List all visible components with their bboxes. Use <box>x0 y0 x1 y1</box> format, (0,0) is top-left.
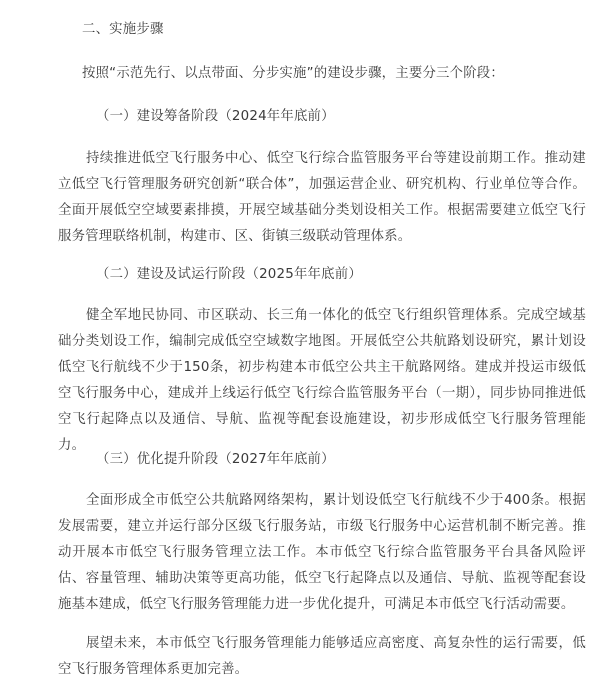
phase-3-text: 全面形成全市低空公共航路网络架构，累计划设低空飞行航线不少于400条。根据发展需要，建立并运行部分区级飞行服务站，市级飞行服务中心运营机制不断完善。推动开展本市低空飞行服务管理立法工作。本市低空飞行综合监管服务平台具备风险评估、容量管理、辅助决策等更高功能，低空飞行起降点以及通信、导航、监视等配套设施基本建成，低空飞行服务管理能力进一步优化提升，可满足本市低空飞行活动需要。 <box>58 493 586 612</box>
phase-1-text: 持续推进低空飞行服务中心、低空飞行综合监管服务平台等建设前期工作。推动建立低空飞行管理服务研究创新“联合体”，加强运营企业、研究机构、行业单位等合作。全面开展低空空域要素排摸，开展空域基础分类划设相关工作。根据需要建立低空飞行服务管理联络机制，构建市、区、街镇三级联动管理体系。 <box>58 151 586 244</box>
outlook-paragraph: 展望未来，本市低空飞行服务管理能力能够适应高密度、高复杂性的运行需要，低空飞行服务管理体系更加完善。 <box>58 636 586 677</box>
section-heading: 二、实施步骤 <box>82 22 164 37</box>
phase-2-text: 健全军地民协同、市区联动、长三角一体化的低空飞行组织管理体系。完成空域基础分类划设工作，编制完成低空空域数字地图。开展低空公共航路划设研究，累计划设低空飞行航线不少于150条，初步构建本市低空公共主干航路网络。建成并投运市级低空飞行服务中心，建成并上线运行低空飞行综合监管服务平台（一期），同步协同推进低空飞行起降点以及通信、导航、监视等配套设施建设，初步形成低空飞行服务管理能力。 <box>58 308 586 453</box>
phase-1-title: （一）建设筹备阶段（2024年年底前） <box>96 109 335 124</box>
phase-2-title: （二）建设及试运行阶段（2025年年底前） <box>96 267 362 282</box>
intro-paragraph: 按照“示范先行、以点带面、分步实施”的建设步骤，主要分三个阶段： <box>82 66 504 81</box>
phase-3-title: （三）优化提升阶段（2027年年底前） <box>96 452 335 467</box>
